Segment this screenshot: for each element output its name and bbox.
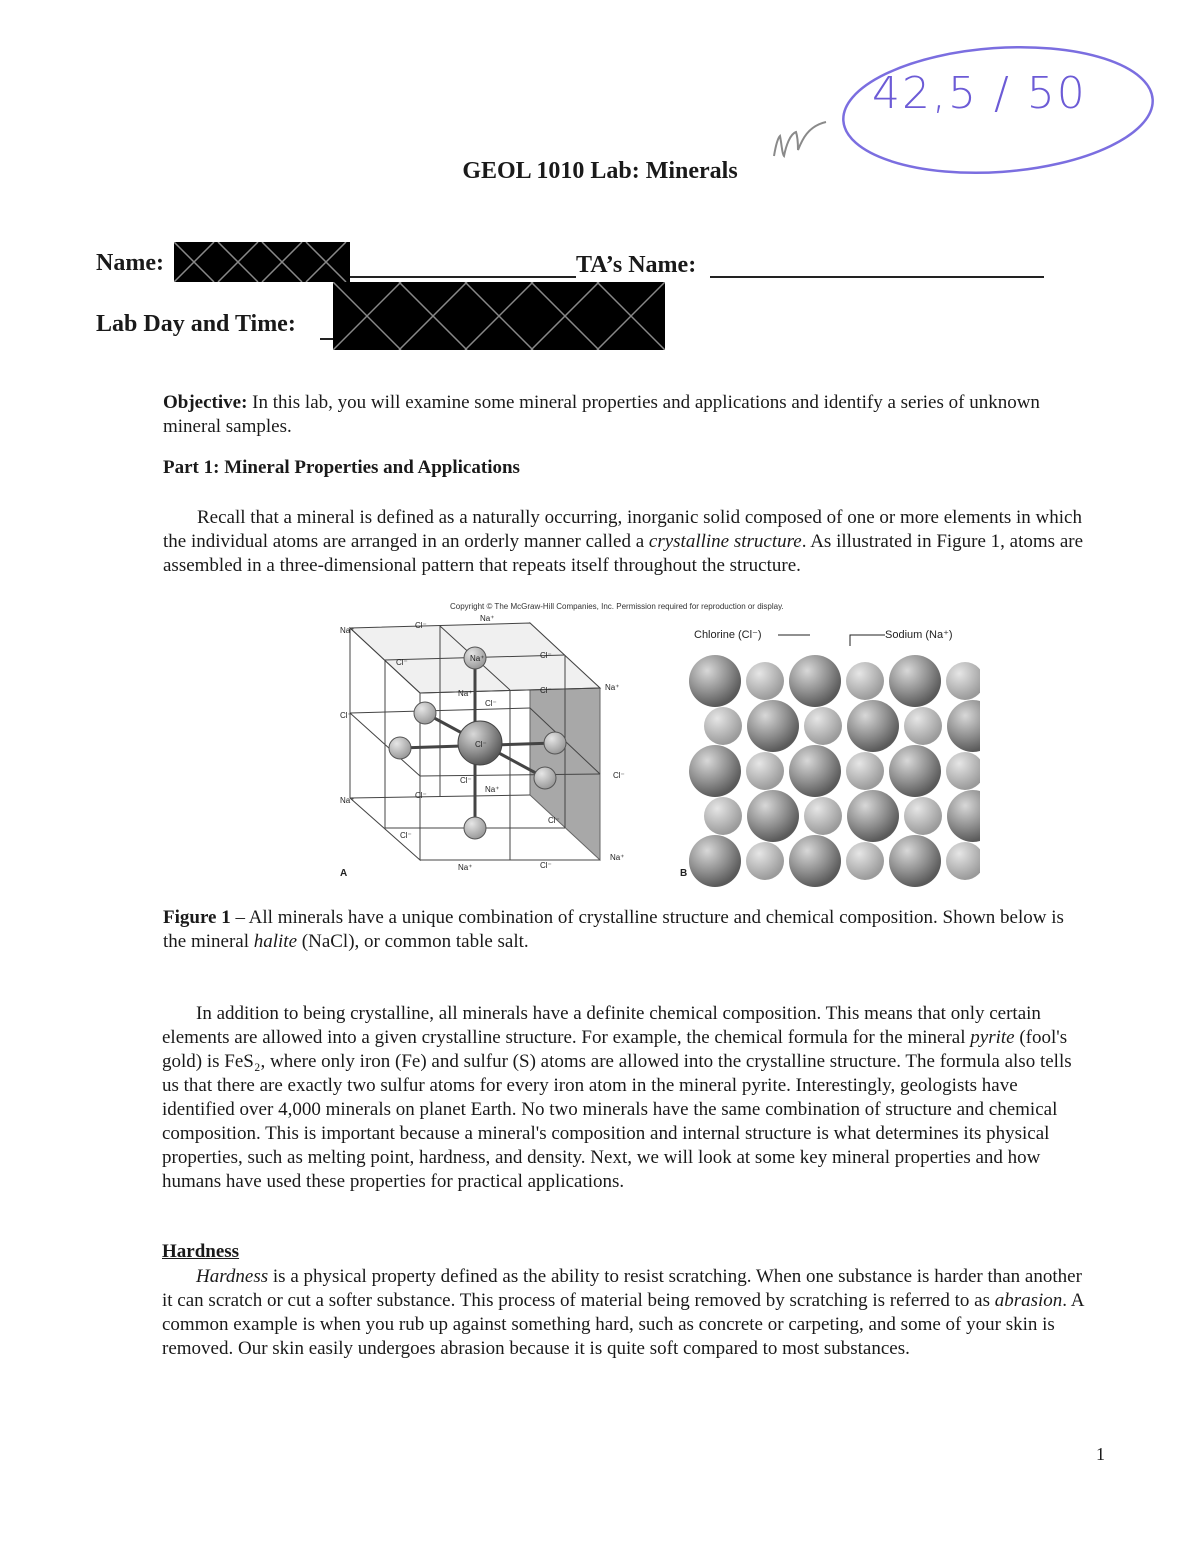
lab-day-redaction <box>333 282 665 350</box>
figure-caption <box>163 906 1083 954</box>
chlorine-atom <box>889 745 941 797</box>
page-number: 1 <box>1096 1444 1105 1464</box>
ta-name-label: TA’s Name: <box>576 252 697 278</box>
halite-term: halite <box>253 931 298 952</box>
chlorine-atom <box>689 655 741 707</box>
sodium-atom <box>804 707 842 745</box>
svg-text:Cl⁻: Cl⁻ <box>485 699 497 708</box>
svg-text:Cl⁻: Cl⁻ <box>460 776 472 785</box>
sodium-atom <box>946 842 980 880</box>
sodium-pointer <box>850 635 885 646</box>
chlorine-atom <box>847 790 899 842</box>
sodium-atom <box>746 662 784 700</box>
svg-text:Na⁺: Na⁺ <box>458 863 473 872</box>
figure-caption-text-b: (NaCl), or common table salt. <box>297 931 529 952</box>
part1-text-b: . As illustrated in Figure 1, atoms are assembled in a three-dimensional pattern that repeats itself throughout the structure. <box>163 531 1084 576</box>
svg-text:Cl⁻: Cl⁻ <box>415 621 427 630</box>
svg-text:Na⁺: Na⁺ <box>480 614 495 623</box>
composition-text-b: (fool's gold) is FeS₂, where only iron (Fe) and sulfur (S) atoms are allowed into the crystalline structure. The formula also tells us that there are exactly two sulfur atoms for every iron atom in the mineral pyrite. Interestingly, geologists have identified over 4,000 minerals on planet Earth. No two minerals have the same combination of structure and chemical composition. This is important because a mineral's composition and internal structure is what determines its physical properties, such as melting point, hardness, and density. Next, we will look at some key mineral properties and how humans have used these properties for practical applications. <box>162 1027 1072 1192</box>
name-label: Name: <box>96 250 164 276</box>
sodium-atom <box>904 707 942 745</box>
figure-copyright: Copyright © The McGraw-Hill Companies, Inc. Permission required for reproduction or display. <box>450 602 784 611</box>
chlorine-atom <box>689 745 741 797</box>
hardness-text-b: . A common example is when you rub up against something hard, such as concrete or carpeting, and some of your skin is removed. Our skin easily undergoes abrasion because it is quite soft compared to most substances. <box>162 1290 1084 1359</box>
chlorine-atom <box>889 655 941 707</box>
part1-text-a: Recall that a mineral is defined as a naturally occurring, inorganic solid composed of one or more elements in which the individual atoms are arranged in an orderly manner called a <box>163 507 1082 552</box>
figure-caption-text-a: – All minerals have a unique combination of crystalline structure and chemical composition. Shown below is the mineral <box>163 907 1064 952</box>
chlorine-atom <box>789 745 841 797</box>
hardness-heading: Hardness <box>162 1241 240 1262</box>
svg-text:Cl⁻: Cl⁻ <box>540 651 552 660</box>
part1-paragraph <box>163 506 1088 578</box>
svg-text:Cl⁻: Cl⁻ <box>340 711 352 720</box>
chlorine-atom <box>747 790 799 842</box>
panel-a-label: A <box>340 868 348 879</box>
panel-b-label: B <box>680 868 688 879</box>
panel-b-atoms <box>689 655 980 887</box>
halite-structure-figure <box>330 598 980 888</box>
lab-day-label: Lab Day and Time: <box>96 311 296 337</box>
page-title: GEOL 1010 Lab: Minerals <box>462 158 738 184</box>
svg-text:Na⁺: Na⁺ <box>340 626 355 635</box>
objective-label: Objective: <box>163 392 248 413</box>
svg-text:Cl⁻: Cl⁻ <box>613 771 625 780</box>
sodium-atom <box>746 752 784 790</box>
abrasion-term: abrasion <box>994 1290 1063 1311</box>
figure-caption-label: Figure 1 <box>163 907 231 928</box>
sodium-atom <box>846 842 884 880</box>
objective-paragraph <box>163 391 1063 439</box>
svg-text:Cl⁻: Cl⁻ <box>475 740 487 749</box>
chlorine-atom <box>847 700 899 752</box>
svg-text:Cl⁻: Cl⁻ <box>548 816 560 825</box>
svg-text:Cl⁻: Cl⁻ <box>396 658 408 667</box>
sodium-atom <box>946 752 980 790</box>
name-redaction <box>174 242 350 282</box>
svg-text:Cl⁻: Cl⁻ <box>540 686 552 695</box>
sodium-atom <box>704 707 742 745</box>
chlorine-atom <box>947 700 980 752</box>
part1-heading: Part 1: Mineral Properties and Applications <box>163 457 520 478</box>
composition-paragraph <box>162 1002 1087 1194</box>
lab-day-field-line[interactable] <box>320 338 334 340</box>
sodium-atom <box>846 662 884 700</box>
svg-text:Na⁺: Na⁺ <box>340 796 355 805</box>
svg-text:Cl⁻: Cl⁻ <box>540 861 552 870</box>
chlorine-atom <box>789 655 841 707</box>
svg-text:Na⁺: Na⁺ <box>485 785 500 794</box>
sodium-atom <box>746 842 784 880</box>
grade-score: 42,5 / 50 <box>872 68 1087 119</box>
sodium-label: Sodium (Na⁺) <box>885 629 953 641</box>
svg-text:Na⁺: Na⁺ <box>470 654 485 663</box>
name-field-line[interactable] <box>350 276 576 278</box>
chlorine-atom <box>889 835 941 887</box>
hardness-text-a: is a physical property defined as the ability to resist scratching. When one substance is harder than another it can scratch or cut a softer substance. This process of material being removed by scratching is referred to as <box>162 1266 1082 1311</box>
ta-name-field-line[interactable] <box>710 276 1044 278</box>
chlorine-label: Chlorine (Cl⁻) <box>694 629 762 641</box>
chlorine-atom <box>947 790 980 842</box>
chlorine-atom <box>689 835 741 887</box>
svg-text:Cl⁻: Cl⁻ <box>415 791 427 800</box>
sodium-atom <box>904 797 942 835</box>
chlorine-atom <box>747 700 799 752</box>
svg-text:Na⁺: Na⁺ <box>458 689 473 698</box>
sodium-atom <box>704 797 742 835</box>
pyrite-term: pyrite <box>970 1027 1015 1048</box>
svg-text:Na⁺: Na⁺ <box>605 683 620 692</box>
crystalline-structure-term: crystalline structure <box>648 531 802 552</box>
sodium-atom <box>846 752 884 790</box>
sodium-atom <box>946 662 980 700</box>
composition-text-a: In addition to being crystalline, all minerals have a definite chemical composition. This means that only certain elements are allowed into a given crystalline structure. For example, the chemical formula for the mineral <box>162 1003 1041 1048</box>
hardness-term: Hardness <box>196 1266 269 1287</box>
svg-text:Na⁺: Na⁺ <box>610 853 625 862</box>
hardness-paragraph <box>162 1265 1087 1361</box>
svg-text:Cl⁻: Cl⁻ <box>400 831 412 840</box>
chlorine-atom <box>789 835 841 887</box>
sodium-atom <box>804 797 842 835</box>
objective-text: In this lab, you will examine some mineral properties and applications and identify a series of unknown mineral samples. <box>163 392 1040 437</box>
